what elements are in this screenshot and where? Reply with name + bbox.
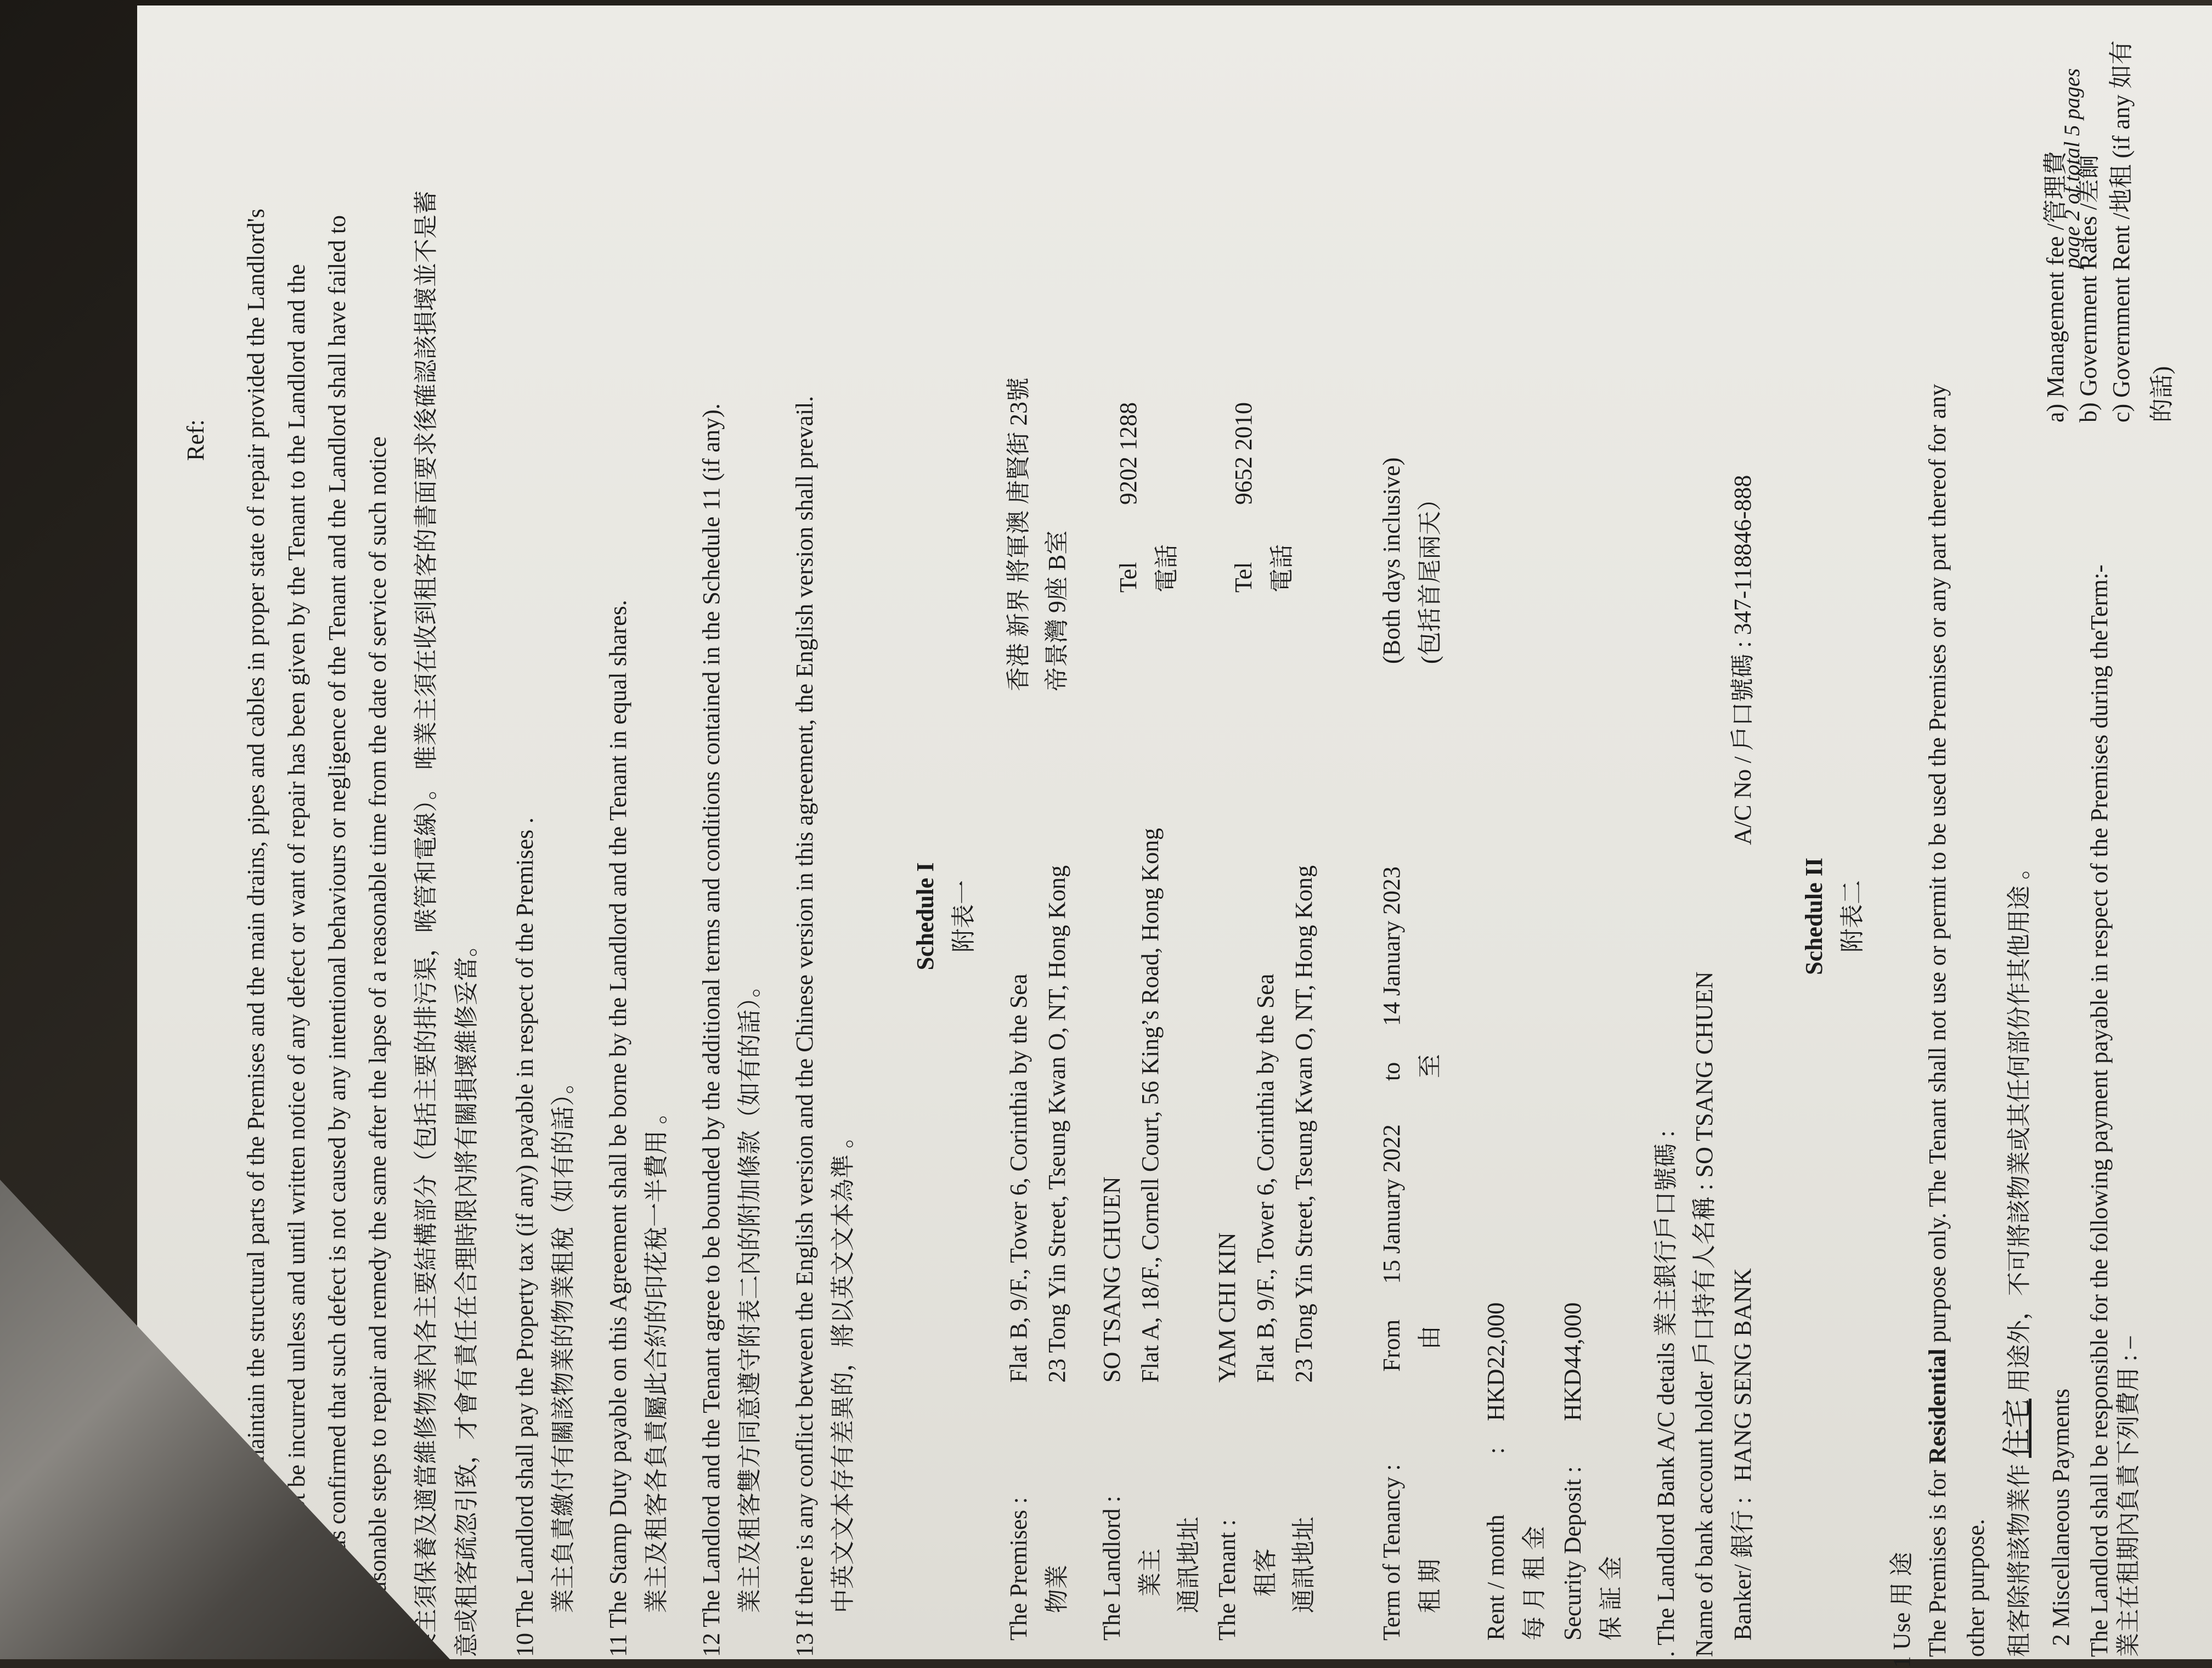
bank-account-holder: Name of bank account holder 戶口持有人名稱 : SO TSANG CHUEN bbox=[1691, 971, 1718, 1657]
deposit-value: HKD44,000 bbox=[1559, 1302, 1586, 1421]
clause-12-english: 12 The Landlord and the Tenant agree to be bounded by the additional terms and conditions contained in the Schedule 11 (if any). bbox=[698, 403, 725, 1657]
clause-9-english: lord shall keep and maintain the structural parts of the Premises and the main drains, pipes and cables in proper state of repair provided the Landlord's liability shall not be incurred unless and until written notice of any defect or want of repair has been given by the Tenant to the Landlord and the Landlord has confirmed that such defect is not caused by any intentional behaviours or negligence of the Tenant and the Landlord shall have failed to take reasonable steps to repair and remedy the same after the lapse of a reasonable time from the date of service of such notice bbox=[242, 208, 391, 1657]
schedule-2-title: Schedule II bbox=[1801, 858, 1827, 975]
schedule-1-title-zh: 附表一 bbox=[950, 880, 977, 953]
use-english: The Premises is for Residential purpose only. The Tenant shall not use or permit to be used the Premises or any part thereof for any bbox=[1924, 384, 1951, 1657]
tenant-tel-label: Tel bbox=[1230, 562, 1257, 593]
landlord-tel-label-zh: 電話 bbox=[1153, 544, 1180, 593]
term-to-label-zh: 至 bbox=[1417, 1054, 1443, 1078]
tenant-label-zh: 租客 bbox=[1252, 1548, 1279, 1597]
deposit-label-zh: 保 証 金 bbox=[1598, 1556, 1624, 1641]
term-note-zh: (包括首尾兩天） bbox=[1417, 487, 1443, 664]
deposit-label: Security Deposit : bbox=[1559, 1466, 1586, 1641]
landlord-label-zh: 業主 bbox=[1137, 1548, 1164, 1597]
rent-label-zh: 每 月 租 金 bbox=[1521, 1526, 1548, 1641]
bank-account-number: A/C No / 戶口號碼 : 347-118846-888 bbox=[1729, 475, 1756, 845]
term-note: (Both days inclusive) bbox=[1378, 457, 1405, 664]
use-residential: Residential bbox=[1924, 1348, 1951, 1464]
landlord-tel-label: Tel bbox=[1115, 562, 1142, 593]
tenant-address-line-2: 23 Tong Yin Street, Tseung Kwan O, NT, Hong Kong bbox=[1290, 865, 1317, 1383]
clause-11-english: 11 The Stamp Duty payable on this Agreement shall be borne by the Landlord and the Tenant in equal shares. bbox=[605, 600, 631, 1657]
premises-line-2: 23 Tong Yin Street, Tseung Kwan O, NT, Hong Kong bbox=[1043, 865, 1070, 1383]
misc-item: a) Management fee /管理費 bbox=[2042, 151, 2069, 422]
misc-item: c) Government Rent /地租 (if any 如有的話) bbox=[2108, 40, 2175, 422]
term-from-label-zh: 由 bbox=[1417, 1326, 1443, 1350]
rent-label: Rent / month bbox=[1482, 1514, 1509, 1641]
clause-12-chinese: 業主及租客雙方同意遵守附表二內的附加條款（如有的話）。 bbox=[736, 973, 763, 1613]
clause-13-chinese: 中英文文本存有差異的，將以英文文本為準 。 bbox=[830, 1124, 856, 1613]
term-label-zh: 租 期 bbox=[1417, 1559, 1443, 1613]
schedule-2-title-zh: 附表二 bbox=[1839, 880, 1866, 953]
tenant-name: YAM CHI KIN bbox=[1214, 1232, 1240, 1383]
term-from-label: From bbox=[1378, 1319, 1405, 1372]
term-start-date: 15 January 2022 bbox=[1378, 1124, 1405, 1284]
rent-value: HKD22,000 bbox=[1482, 1302, 1509, 1421]
clause-9-chinese: 業主須保養及適當維修物業內各主要結構部分（包括主要的排污渠，喉管和電線）。 唯業主須在收到租客的書面要求後確認該損壞並不是蓄意或租客疏忽引致，才會有責任在合理時限內將有關損壞維修妥當。 bbox=[413, 190, 480, 1657]
use-heading: 1 Use 用 途 bbox=[1888, 1552, 1915, 1668]
landlord-address: Flat A, 18/F., Cornell Court, 56 King’s Road, Hong Kong bbox=[1137, 828, 1164, 1383]
premises-label: The Premises : bbox=[1005, 1497, 1032, 1641]
misc-item: b) Government Rates /差餉 bbox=[2075, 155, 2102, 422]
premises-zh-line-2: 帝景灣 9座 B室 bbox=[1043, 530, 1070, 691]
landlord-tel: 9202 1288 bbox=[1115, 402, 1142, 505]
landlord-label: The Landlord : bbox=[1098, 1496, 1125, 1641]
schedule-1-title: Schedule I bbox=[912, 862, 939, 971]
use-residential-zh: 住宅 bbox=[2001, 1399, 2034, 1458]
clause-10-chinese: 業主負責繳付有關該物業的物業租稅（如有的話）。 bbox=[550, 1070, 577, 1613]
misc-chinese: 業主在租期內負責下列費用 : – bbox=[2115, 1336, 2142, 1657]
banker-value: HANG SENG BANK bbox=[1729, 1268, 1756, 1481]
tenant-tel: 9652 2010 bbox=[1230, 402, 1257, 505]
clause-10-english: 10 The Landlord shall pay the Property tax (if any) payable in respect of the Premises . bbox=[511, 817, 538, 1657]
term-to-label: to bbox=[1378, 1062, 1405, 1081]
tenant-address-line-1: Flat B, 9/F., Tower 6, Corinthia by the Sea bbox=[1252, 973, 1279, 1383]
term-label: Term of Tenancy : bbox=[1378, 1464, 1405, 1641]
premises-zh-line-1: 香港 新界 將軍澳 唐賢街 23號 bbox=[1005, 377, 1032, 691]
page-footer: page 2 of total 5 pages bbox=[2059, 68, 2084, 269]
term-end-date: 14 January 2023 bbox=[1378, 866, 1405, 1026]
tenant-address-label-zh: 通訊地址 bbox=[1290, 1517, 1317, 1613]
ref-label: Ref: bbox=[182, 419, 209, 461]
premises-line-1: Flat B, 9/F., Tower 6, Corinthia by the Sea bbox=[1005, 973, 1032, 1383]
landlord-name: SO TSANG CHUEN bbox=[1098, 1176, 1125, 1383]
misc-heading: 2 Miscellaneous Payments bbox=[2047, 1388, 2074, 1646]
landlord-bank-details: . The Landlord Bank A/C details 業主銀行戶口號碼 : bbox=[1652, 1130, 1679, 1657]
tenant-tel-label-zh: 電話 bbox=[1268, 544, 1295, 593]
use-chinese: 租客除將該物業作 住宅 用途外，不可將該物業或其任何部份作其他用途 。 bbox=[2001, 855, 2034, 1657]
banker-label: Banker/ 銀行 : bbox=[1729, 1497, 1756, 1641]
premises-label-zh: 物業 bbox=[1043, 1565, 1070, 1613]
misc-english: The Landlord shall be responsible for the following payment payable in respect of the Premises during theTerm:- bbox=[2086, 564, 2113, 1657]
use-english-cont: other purpose. bbox=[1962, 1519, 1989, 1657]
clause-11-chinese: 業主及租客各負責屬此合約的印花稅一半費用 。 bbox=[643, 1100, 670, 1613]
document-content: Ref: lord shall keep and maintain the structural parts of the Premises and the main drains, pipes and cables in proper state of repair provided the Landlord's liability shall not be incurred unless and until written notice of any defect or want of repair has been given by the Tenant to the Landlord and the Landlord has confirmed that such defect is not caused by any intentional behaviours or negligence of the Tenant and the Landlord shall have failed to take reasonable steps to repair and remedy the same after the lapse of a reasonable time from the date of service of such notice 業主須保養及適當維修物業內各主要結構部分（包括主要的排污渠，喉管和電線）。 唯業主須在收到租客的書面要求後確認該損壞並不是蓄意或租客疏忽引致，才會有責任在合理時限內將有關損壞維修妥當。 10 The Landlord shall pay the Property tax (if any) payable in respect of the Premises . 業主負責繳付有關該物業的物業租稅（如有的話）。 11 The Stamp Duty payable on this Agreement shall be borne by the Landlord and the Tenant in equal shares. 業主及租客各負責屬此合約的印花稅一半費用 。 12 The Landlord and the Tenant agree to be bounded by the additional terms and conditions contained in the Schedule 11 (if any). 業主及租客雙方同意遵守附表二內的附加條款（如有的話）。 13 If there is any conflict between the English version and the Chinese version in this agreement, the English version shall prevail. 中英文文本存有差異的，將以英文文本為準 。 Schedule I 附表一 The Premises : 物業 Flat B, 9/F., Tower 6, Corinthia by the Sea 23 Tong Yin Street, Tseung Kwan O, NT, Hong Kong 香港 新界 將軍澳 唐賢街 23號 帝景灣 9座 B室 The Landlord : 業主 通訊地址 SO TSANG CHUEN Flat A, 18/F., Cornell Court, 56 King’s Road, Hong Kong Tel 電話 9202 1288 The Tenant : 租客 通訊地址 YAM CHI KIN Flat B, 9/F., Tower 6, Corinthia by the Sea 23 Tong Yin Street, Tseung Kwan O, NT, Hong Kong Tel 電話 9652 2010 Term of Tenancy : 租 期 From 由 15 January 2022 to 至 14 January 2023 (Both days inclusive) (包括首尾兩天） Rent / month 每 月 租 金 : HKD22,000 Security Deposit : 保 証 金 HKD44,000 . The Landlord Bank A/C details 業主銀行戶口號碼 : Name of bank account holder 戶口持有人名稱 : SO TSANG CHUEN Banker/ 銀行 : HANG SENG BANK A/C No / 戶口號碼 : 347-118846-888 Schedule II 附表二 1 Use 用 途 The Premises is for Residential purpose only. The Tenant shall not use or permit to be used the Premises or any part thereof for any other purpose. 租客除將該物業作 住宅 用途外，不可將該物業或其任何部份作其他用途 。 2 Miscellaneous Payments The Landlord shall be responsible for the following payment payable in respect of the Premises during theTerm:- 業主在租期內負責下列費用 : – page 2 of total 5 pages a) Management fee /管理費 b) Government Rates /差餉 c) Government Rent /地租 (if any 如有的話) bbox=[176, 11, 2151, 1657]
clause-13-english: 13 If there is any conflict between the English version and the Chinese version in this agreement, the English version shall prevail. bbox=[791, 396, 818, 1657]
landlord-address-label-zh: 通訊地址 bbox=[1175, 1517, 1202, 1613]
tenant-label: The Tenant : bbox=[1214, 1519, 1240, 1641]
